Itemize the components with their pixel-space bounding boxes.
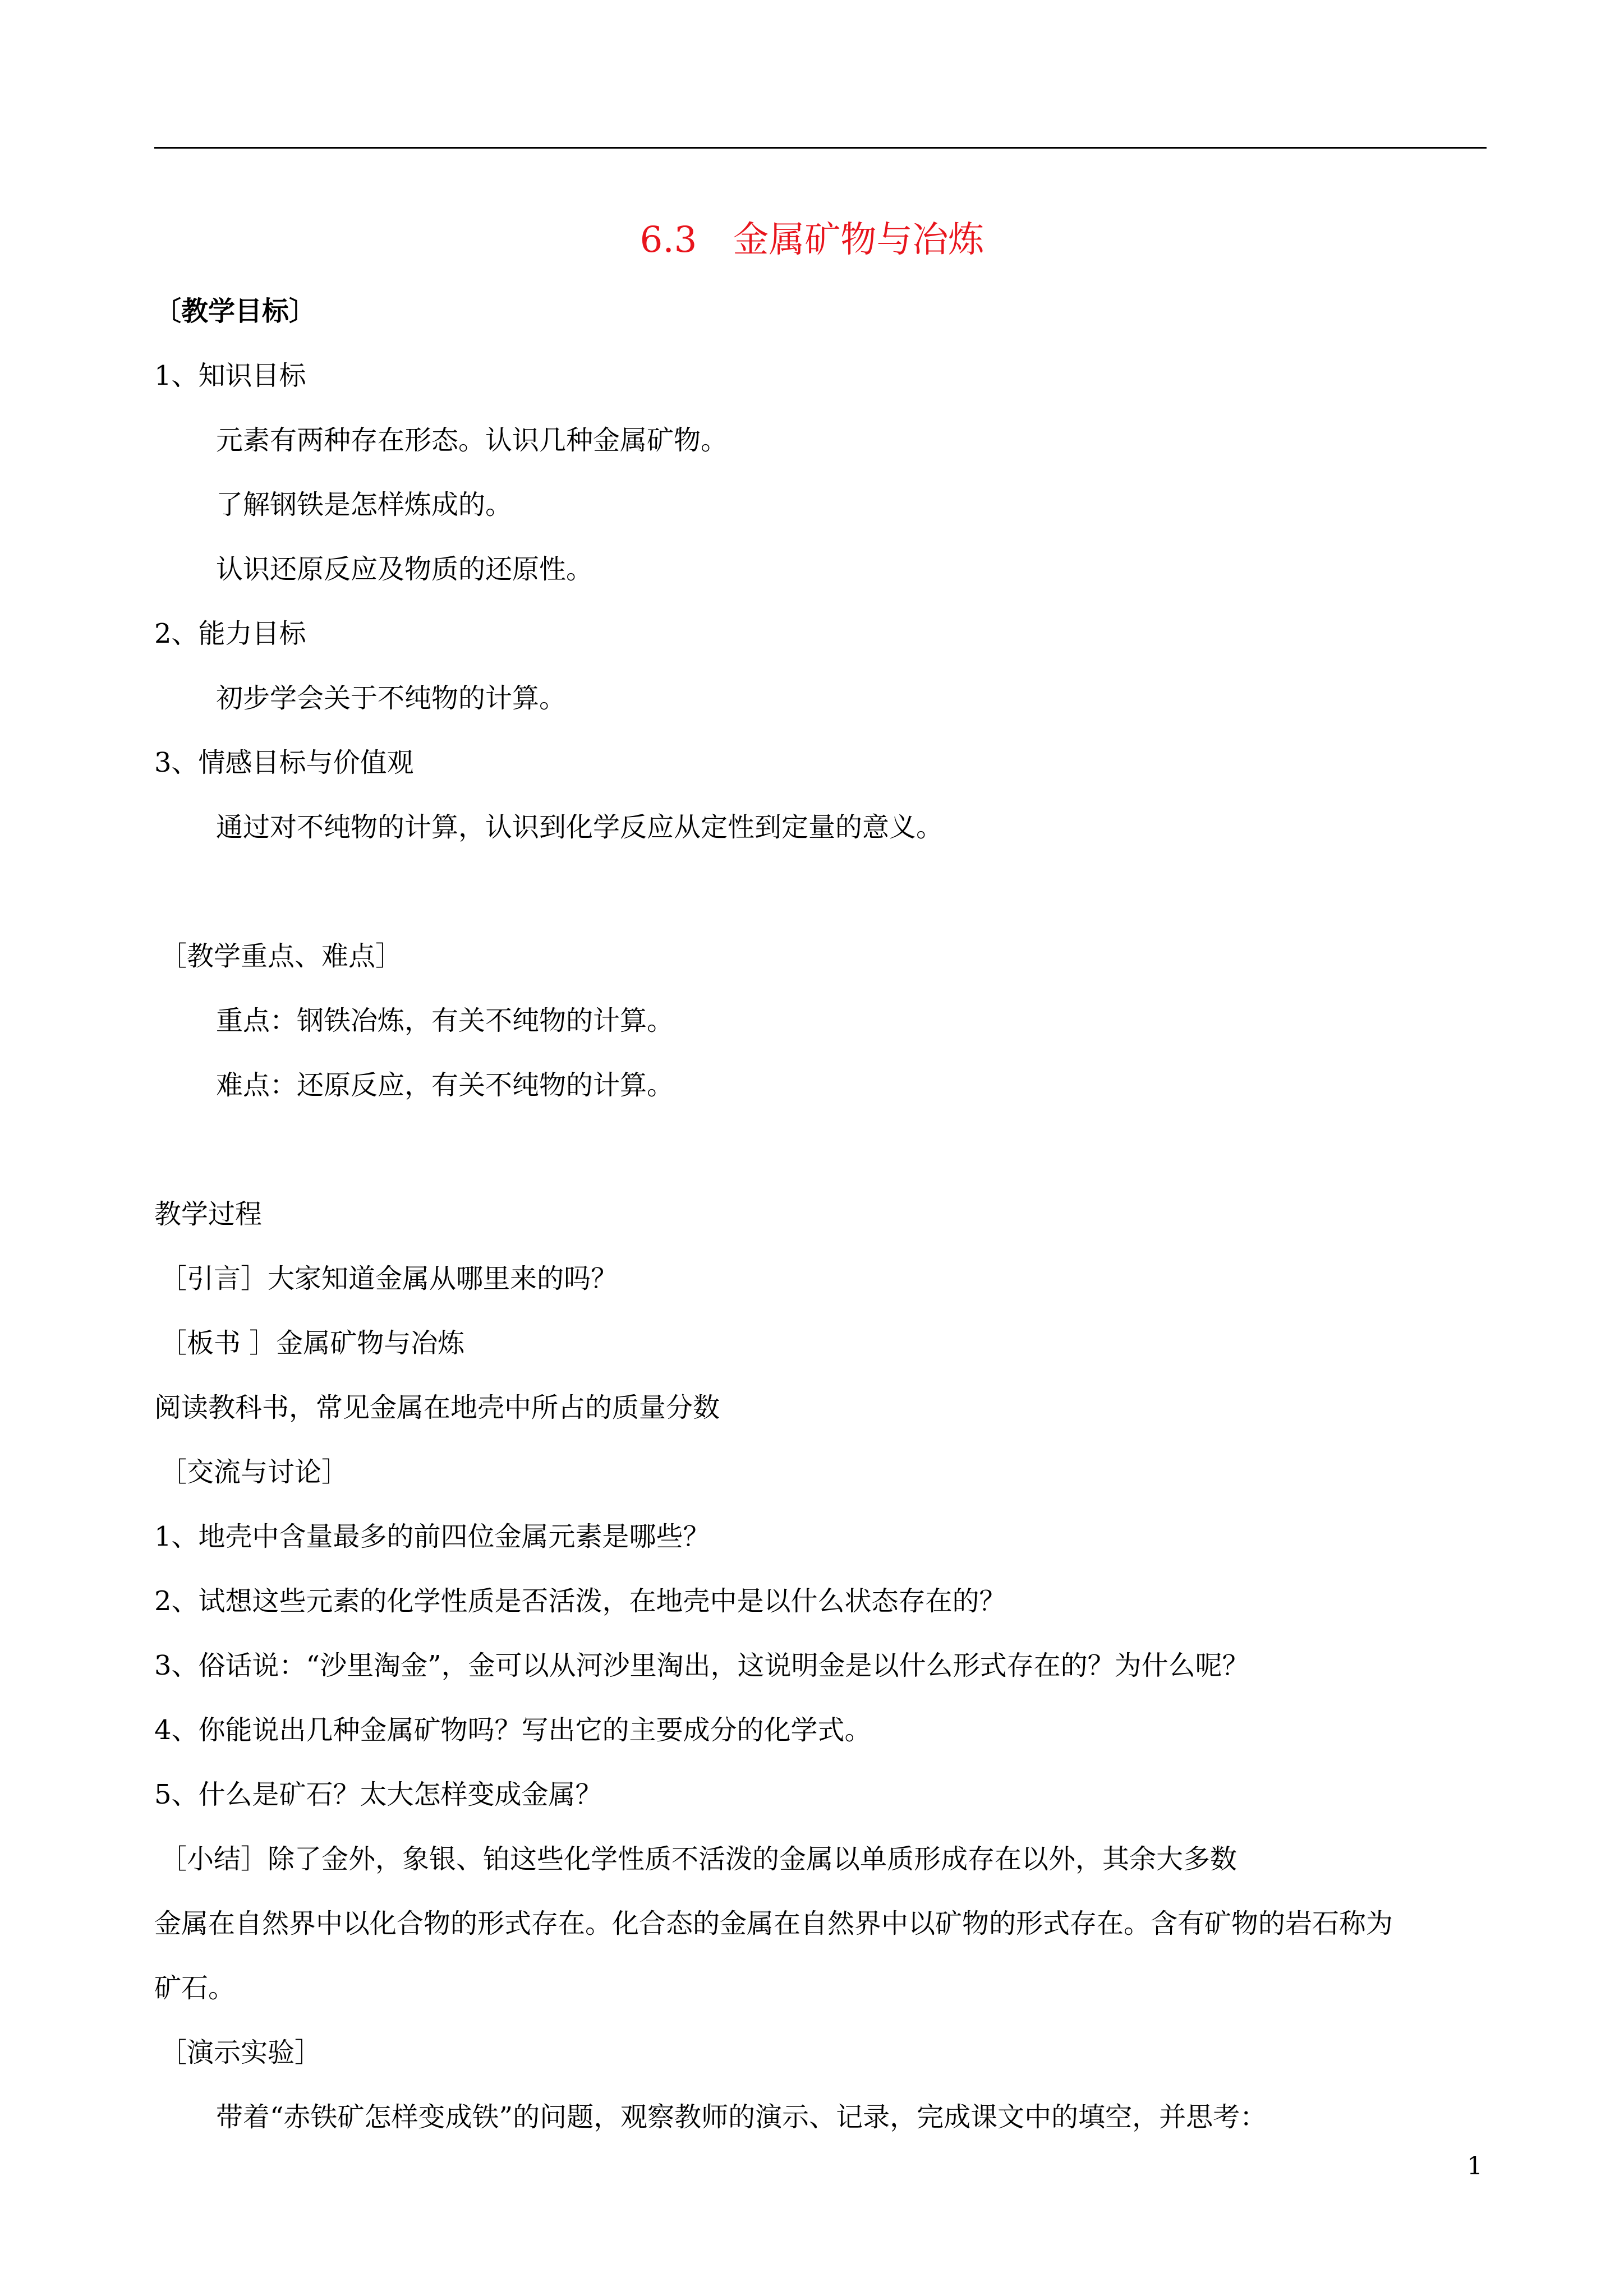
subheading-knowledge: 1、知识目标	[154, 360, 306, 391]
section-heading-objectives: 〔教学目标〕	[154, 296, 316, 327]
text-line: 了解钢铁是怎样炼成的。	[216, 489, 513, 520]
list-item: 3、俗话说：“沙里淘金”，金可以从河沙里淘出，这说明金是以什么形式存在的？为什么呢？	[154, 1650, 1249, 1681]
list-item: 1、地壳中含量最多的前四位金属元素是哪些？	[154, 1521, 710, 1552]
text-line: 元素有两种存在形态。认识几种金属矿物。	[216, 425, 728, 456]
text-line: ［板书 ］金属矿物与冶炼	[160, 1327, 465, 1359]
list-item: 4、你能说出几种金属矿物吗？写出它的主要成分的化学式。	[154, 1714, 872, 1746]
section-heading-keypoints: ［教学重点、难点］	[160, 940, 403, 972]
text-line: ［演示实验］	[160, 2037, 322, 2068]
section-heading-process: 教学过程	[154, 1198, 263, 1230]
list-item: 2、试想这些元素的化学性质是否活泼，在地壳中是以什么状态存在的？	[154, 1585, 1006, 1617]
text-line: ［引言］大家知道金属从哪里来的吗？	[160, 1263, 618, 1294]
text-line: 矿石。	[154, 1972, 236, 2004]
text-line: 带着“赤铁矿怎样变成铁”的问题，观察教师的演示、记录，完成课文中的填空，并思考：	[216, 2101, 1267, 2133]
text-line: 通过对不纯物的计算，认识到化学反应从定性到定量的意义。	[216, 812, 944, 843]
subheading-values: 3、情感目标与价值观	[154, 747, 414, 778]
text-line: 认识还原反应及物质的还原性。	[216, 554, 594, 585]
text-line: 金属在自然界中以化合物的形式存在。化合态的金属在自然界中以矿物的形式存在。含有矿物的岩石称为	[154, 1908, 1393, 1939]
text-line: ［小结］除了金外，象银、铂这些化学性质不活泼的金属以单质形成存在以外，其余大多数	[160, 1843, 1237, 1875]
subheading-ability: 2、能力目标	[154, 618, 306, 649]
text-line: 阅读教科书，常见金属在地壳中所占的质量分数	[154, 1392, 720, 1423]
header-rule	[154, 147, 1487, 149]
text-line: 难点：还原反应，有关不纯物的计算。	[216, 1069, 674, 1101]
text-line: ［交流与讨论］	[160, 1456, 349, 1488]
page-number: 1	[1467, 2152, 1483, 2180]
page-title: 6.3 金属矿物与冶炼	[640, 219, 984, 261]
list-item: 5、什么是矿石？太大怎样变成金属？	[154, 1779, 602, 1810]
text-line: 重点：钢铁冶炼，有关不纯物的计算。	[216, 1005, 674, 1036]
text-line: 初步学会关于不纯物的计算。	[216, 683, 567, 714]
